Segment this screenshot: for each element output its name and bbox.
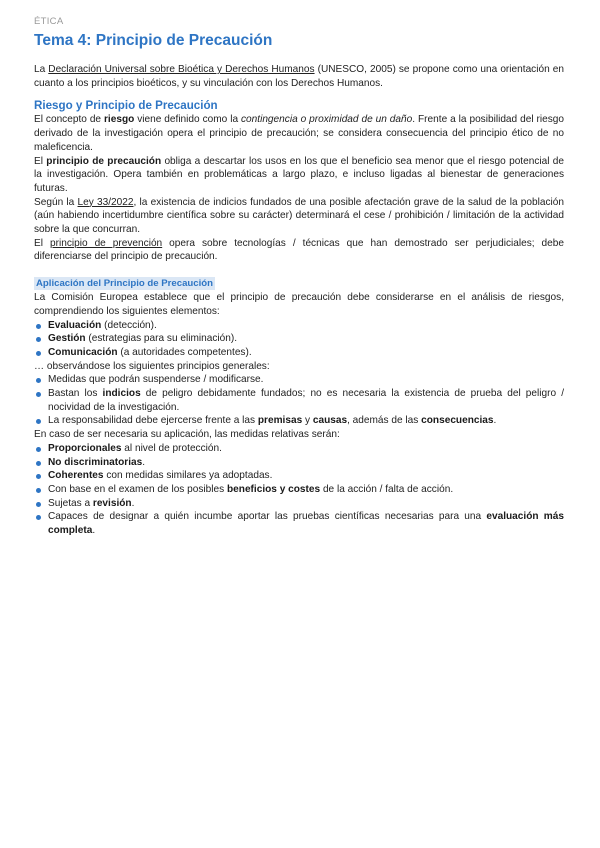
intro-paragraph: La Declaración Universal sobre Bioética y Derechos Humanos (UNESCO, 2005) se propone como una orientación en cuanto a los principios bioéticos, y su vinculación con los Derechos Humanos.	[34, 64, 564, 89]
paragraph-prevencion: El principio de prevención opera sobre tecnologías / técnicas que han demostrado ser perjudiciales; debe diferenciarse del principio de precaución.	[34, 237, 565, 263]
paragraph-comision: La Comisión Europea establece que el principio de precaución debe considerarse en el análisis de riesgos, comprendiendo los siguientes elementos:	[34, 292, 564, 317]
list-item: Coherentes con medidas similares ya adoptadas.	[34, 469, 564, 483]
list-item: Capaces de designar a quién incumbe aportar las pruebas científicas necesarias para una evaluación más completa.	[34, 510, 564, 537]
paragraph-precaucion: El principio de precaución obliga a descartar los usos en los que el beneficio sea menor que el riesgo potencial de la investigación. Opera también en problemáticas a largo plazo, e incluso ligadas al bienestar de generaciones futuras.	[34, 155, 565, 194]
list-item: Gestión (estrategias para su eliminación).	[34, 332, 564, 346]
elements-list	[34, 319, 564, 360]
section-heading-aplicacion: Aplicación del Principio de Precaución	[36, 278, 213, 290]
section-heading-riesgo: Riesgo y Principio de Precaución	[34, 99, 218, 113]
list-item: Sujetas a revisión.	[34, 497, 564, 511]
list-item: Medidas que podrán suspenderse / modificarse.	[34, 373, 564, 387]
page-title: Tema 4: Principio de Precaución	[34, 32, 273, 49]
measures-list	[34, 442, 564, 538]
paragraph-principios: … observándose los siguientes principios generales:	[34, 360, 270, 372]
subject-label: ÉTICA	[34, 16, 64, 27]
prevencion-link[interactable]: principio de prevención	[49, 237, 163, 249]
list-item: Proporcionales al nivel de protección.	[34, 442, 564, 456]
paragraph-riesgo: El concepto de riesgo viene definido como la contingencia o proximidad de un daño. Frente a la posibilidad del riesgo derivado de la investigación opera el principio de precaución; se considera consecuencia del principio ético de no maleficencia.	[34, 114, 564, 153]
list-item: La responsabilidad debe ejercerse frente a las premisas y causas, además de las consecuencias.	[34, 414, 564, 428]
list-item: Con base en el examen de los posibles beneficios y costes de la acción / falta de acción.	[34, 483, 564, 497]
principles-list	[34, 373, 564, 428]
list-item: Comunicación (a autoridades competentes).	[34, 346, 564, 360]
list-item: No discriminatorias.	[34, 456, 564, 470]
paragraph-ley: Según la Ley 33/2022, la existencia de indicios fundados de una posible afectación grave de la salud de la población (aún habiendo incertidumbre científica sobre su carácter) determinará el cese / prohibición / limitación de la actividad sobre la que concurran.	[34, 196, 564, 236]
ley-link[interactable]: Ley 33/2022	[77, 196, 134, 208]
list-item: Evaluación (detección).	[34, 319, 564, 333]
list-item: Bastan los indicios de peligro debidamente fundados; no es necesaria la existencia de prueba del peligro / nocividad de la investigación.	[34, 387, 564, 414]
declaration-link[interactable]: Declaración Universal sobre Bioética y Derechos Humanos	[48, 64, 315, 75]
paragraph-medidas: En caso de ser necesaria su aplicación, las medidas relativas serán:	[34, 429, 340, 441]
